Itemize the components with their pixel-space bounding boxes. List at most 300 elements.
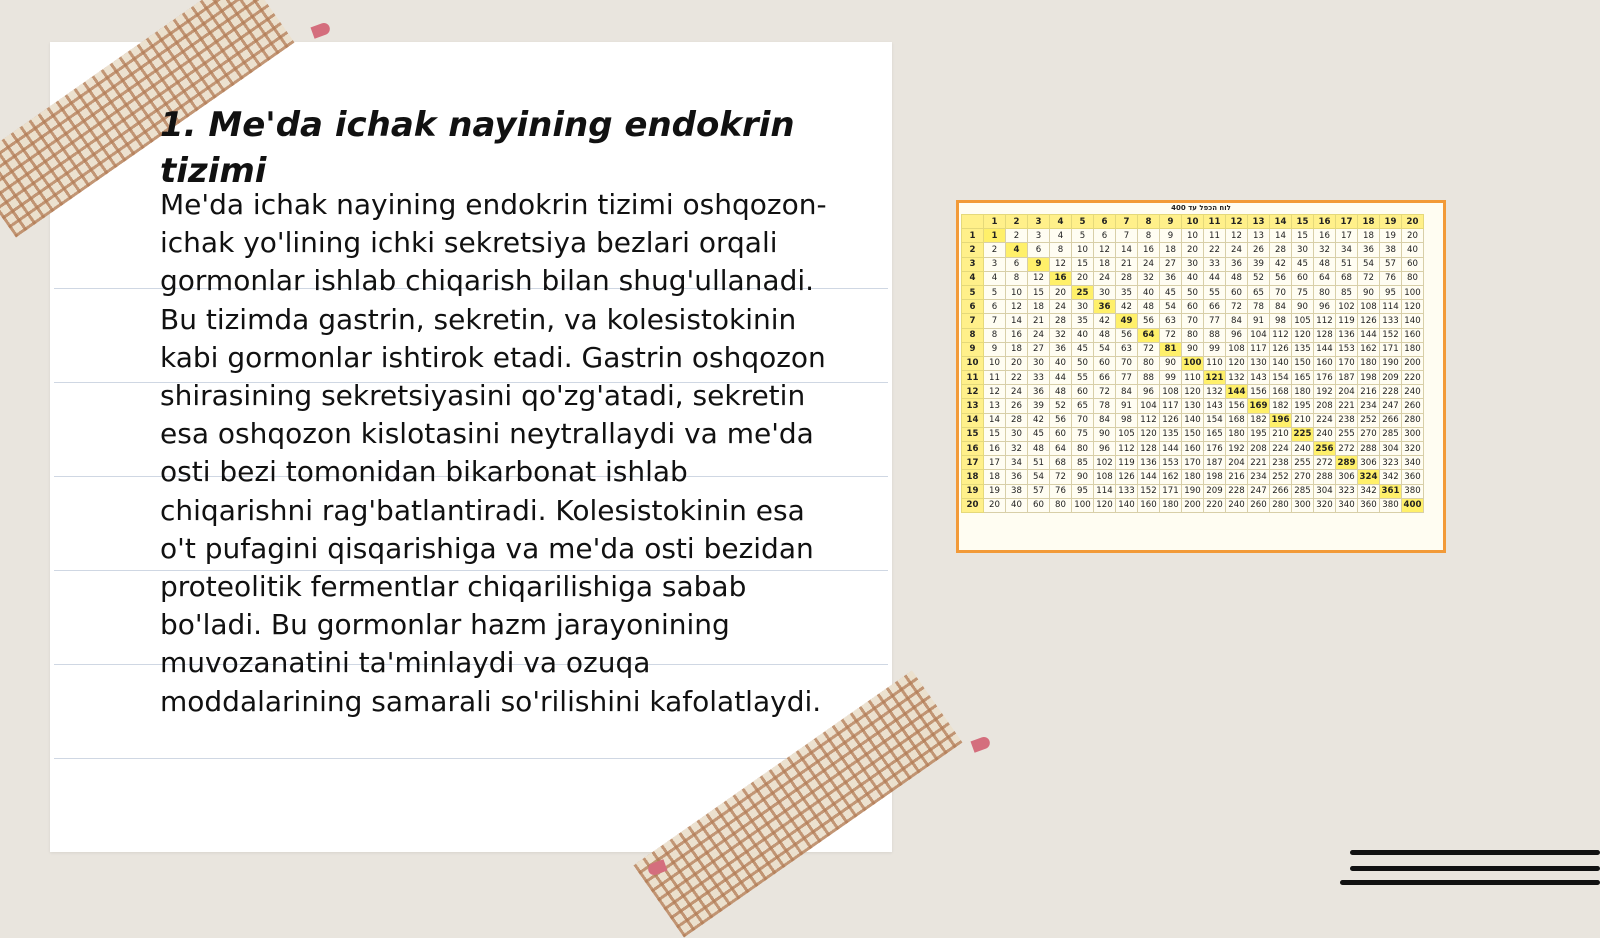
multiplication-table [961,214,1424,513]
product-cell: 156 [1248,385,1270,399]
product-cell: 51 [1336,257,1358,271]
product-cell: 36 [1050,342,1072,356]
table-row [962,314,1424,328]
product-cell: 102 [1094,456,1116,470]
column-header: 3 [1028,215,1050,229]
square-cell: 25 [1072,285,1094,299]
product-cell: 100 [1072,498,1094,512]
column-header: 1 [984,215,1006,229]
product-cell: 105 [1116,427,1138,441]
product-cell: 16 [1006,328,1028,342]
product-cell: 126 [1270,342,1292,356]
tape-pin [310,21,331,38]
product-cell: 52 [1248,271,1270,285]
product-cell: 22 [1204,243,1226,257]
row-header: 6 [962,300,984,314]
product-cell: 120 [1292,328,1314,342]
product-cell: 48 [1226,271,1248,285]
product-cell: 54 [1160,300,1182,314]
product-cell: 342 [1358,484,1380,498]
product-cell: 60 [1094,356,1116,370]
product-cell: 117 [1248,342,1270,356]
product-cell: 95 [1380,285,1402,299]
product-cell: 96 [1094,442,1116,456]
product-cell: 48 [1028,442,1050,456]
product-cell: 10 [1182,229,1204,243]
column-header: 14 [1270,215,1292,229]
product-cell: 66 [1094,371,1116,385]
product-cell: 30 [1182,257,1204,271]
product-cell: 128 [1138,442,1160,456]
product-cell: 30 [1094,285,1116,299]
product-cell: 84 [1116,385,1138,399]
product-cell: 54 [1028,470,1050,484]
product-cell: 72 [1226,300,1248,314]
product-cell: 220 [1204,498,1226,512]
product-cell: 133 [1380,314,1402,328]
product-cell: 40 [1182,271,1204,285]
product-cell: 56 [1270,271,1292,285]
product-cell: 170 [1182,456,1204,470]
product-cell: 36 [1028,385,1050,399]
row-header: 13 [962,399,984,413]
product-cell: 50 [1072,356,1094,370]
product-cell: 380 [1380,498,1402,512]
product-cell: 104 [1248,328,1270,342]
product-cell: 57 [1028,484,1050,498]
product-cell: 12 [1094,243,1116,257]
product-cell: 304 [1380,442,1402,456]
row-header: 1 [962,229,984,243]
square-cell: 49 [1116,314,1138,328]
product-cell: 340 [1402,456,1424,470]
product-cell: 234 [1248,470,1270,484]
product-cell: 180 [1160,498,1182,512]
product-cell: 98 [1116,413,1138,427]
product-cell: 12 [1226,229,1248,243]
table-row [962,413,1424,427]
product-cell: 200 [1182,498,1204,512]
product-cell: 18 [984,470,1006,484]
product-cell: 88 [1204,328,1226,342]
product-cell: 36 [1160,271,1182,285]
product-cell: 33 [1204,257,1226,271]
square-cell: 289 [1336,456,1358,470]
product-cell: 45 [1160,285,1182,299]
product-cell: 16 [1314,229,1336,243]
product-cell: 126 [1160,413,1182,427]
column-header: 8 [1138,215,1160,229]
product-cell: 247 [1248,484,1270,498]
product-cell: 140 [1116,498,1138,512]
product-cell: 266 [1270,484,1292,498]
product-cell: 6 [1028,243,1050,257]
product-cell: 42 [1094,314,1116,328]
product-cell: 24 [1138,257,1160,271]
product-cell: 2 [984,243,1006,257]
product-cell: 24 [1094,271,1116,285]
product-cell: 14 [1116,243,1138,257]
product-cell: 20 [1050,285,1072,299]
product-cell: 180 [1226,427,1248,441]
multiplication-table-image [956,200,1446,553]
product-cell: 85 [1336,285,1358,299]
table-row [962,484,1424,498]
column-header: 20 [1402,215,1424,229]
product-cell: 18 [1006,342,1028,356]
product-cell: 8 [984,328,1006,342]
product-cell: 91 [1116,399,1138,413]
table-row [962,271,1424,285]
product-cell: 266 [1380,413,1402,427]
product-cell: 112 [1270,328,1292,342]
product-cell: 238 [1270,456,1292,470]
product-cell: 180 [1358,356,1380,370]
product-cell: 60 [1050,427,1072,441]
column-header: 6 [1094,215,1116,229]
product-cell: 40 [1138,285,1160,299]
product-cell: 75 [1292,285,1314,299]
product-cell: 300 [1292,498,1314,512]
product-cell: 21 [1116,257,1138,271]
product-cell: 216 [1226,470,1248,484]
product-cell: 7 [984,314,1006,328]
product-cell: 221 [1336,399,1358,413]
product-cell: 57 [1380,257,1402,271]
product-cell: 45 [1292,257,1314,271]
product-cell: 128 [1314,328,1336,342]
product-cell: 3 [1028,229,1050,243]
product-cell: 198 [1358,371,1380,385]
square-cell: 4 [1006,243,1028,257]
row-header: 10 [962,356,984,370]
product-cell: 152 [1380,328,1402,342]
product-cell: 132 [1226,371,1248,385]
product-cell: 66 [1204,300,1226,314]
product-cell: 209 [1380,371,1402,385]
product-cell: 102 [1336,300,1358,314]
product-cell: 119 [1336,314,1358,328]
product-cell: 255 [1292,456,1314,470]
product-cell: 18 [1160,243,1182,257]
product-cell: 11 [1204,229,1226,243]
decorative-stroke [1340,880,1600,885]
product-cell: 144 [1358,328,1380,342]
product-cell: 285 [1380,427,1402,441]
product-cell: 120 [1402,300,1424,314]
product-cell: 192 [1226,442,1248,456]
product-cell: 16 [984,442,1006,456]
table-caption: לוח הכפל עד 400 [1171,204,1231,212]
row-header: 3 [962,257,984,271]
product-cell: 24 [1006,385,1028,399]
product-cell: 176 [1204,442,1226,456]
product-cell: 14 [1006,314,1028,328]
product-cell: 2 [1006,229,1028,243]
row-header: 11 [962,371,984,385]
table-row [962,229,1424,243]
product-cell: 110 [1182,371,1204,385]
product-cell: 220 [1402,371,1424,385]
table-header-row [962,215,1424,229]
square-cell: 256 [1314,442,1336,456]
product-cell: 140 [1402,314,1424,328]
product-cell: 144 [1314,342,1336,356]
product-cell: 78 [1094,399,1116,413]
column-header: 13 [1248,215,1270,229]
product-cell: 60 [1402,257,1424,271]
product-cell: 5 [1072,229,1094,243]
product-cell: 160 [1402,328,1424,342]
product-cell: 135 [1160,427,1182,441]
product-cell: 323 [1380,456,1402,470]
product-cell: 72 [1050,470,1072,484]
product-cell: 90 [1358,285,1380,299]
column-header: 17 [1336,215,1358,229]
product-cell: 15 [1072,257,1094,271]
product-cell: 108 [1226,342,1248,356]
product-cell: 96 [1138,385,1160,399]
product-cell: 28 [1006,413,1028,427]
product-cell: 108 [1160,385,1182,399]
row-header: 17 [962,456,984,470]
product-cell: 4 [984,271,1006,285]
product-cell: 72 [1358,271,1380,285]
square-cell: 196 [1270,413,1292,427]
product-cell: 90 [1094,427,1116,441]
product-cell: 120 [1182,385,1204,399]
product-cell: 162 [1358,342,1380,356]
product-cell: 320 [1402,442,1424,456]
product-cell: 96 [1314,300,1336,314]
product-cell: 105 [1292,314,1314,328]
product-cell: 68 [1336,271,1358,285]
product-cell: 9 [984,342,1006,356]
product-cell: 140 [1270,356,1292,370]
product-cell: 20 [1072,271,1094,285]
product-cell: 34 [1336,243,1358,257]
product-cell: 12 [1050,257,1072,271]
table-row [962,243,1424,257]
product-cell: 10 [1072,243,1094,257]
row-header: 2 [962,243,984,257]
product-cell: 50 [1182,285,1204,299]
product-cell: 45 [1072,342,1094,356]
product-cell: 150 [1292,356,1314,370]
product-cell: 65 [1248,285,1270,299]
product-cell: 20 [1402,229,1424,243]
product-cell: 28 [1116,271,1138,285]
square-cell: 1 [984,229,1006,243]
product-cell: 182 [1270,399,1292,413]
product-cell: 33 [1028,371,1050,385]
product-cell: 32 [1138,271,1160,285]
product-cell: 104 [1138,399,1160,413]
product-cell: 24 [1226,243,1248,257]
product-cell: 110 [1204,356,1226,370]
product-cell: 44 [1050,371,1072,385]
product-cell: 77 [1204,314,1226,328]
product-cell: 120 [1094,498,1116,512]
product-cell: 27 [1028,342,1050,356]
product-cell: 48 [1138,300,1160,314]
product-cell: 48 [1314,257,1336,271]
table-row [962,371,1424,385]
product-cell: 260 [1248,498,1270,512]
product-cell: 8 [1006,271,1028,285]
product-cell: 90 [1292,300,1314,314]
product-cell: 306 [1358,456,1380,470]
product-cell: 42 [1028,413,1050,427]
product-cell: 64 [1314,271,1336,285]
product-cell: 117 [1160,399,1182,413]
product-cell: 36 [1358,243,1380,257]
product-cell: 36 [1006,470,1028,484]
product-cell: 288 [1314,470,1336,484]
row-header: 14 [962,413,984,427]
product-cell: 55 [1204,285,1226,299]
product-cell: 204 [1336,385,1358,399]
product-cell: 126 [1358,314,1380,328]
product-cell: 160 [1314,356,1336,370]
square-cell: 324 [1358,470,1380,484]
product-cell: 84 [1270,300,1292,314]
product-cell: 24 [1028,328,1050,342]
product-cell: 18 [1358,229,1380,243]
product-cell: 208 [1248,442,1270,456]
product-cell: 19 [984,484,1006,498]
product-cell: 30 [1072,300,1094,314]
product-cell: 6 [984,300,1006,314]
product-cell: 304 [1314,484,1336,498]
product-cell: 17 [984,456,1006,470]
product-cell: 153 [1336,342,1358,356]
column-header: 11 [1204,215,1226,229]
product-cell: 120 [1138,427,1160,441]
product-cell: 168 [1226,413,1248,427]
square-cell: 36 [1094,300,1116,314]
product-cell: 280 [1270,498,1292,512]
product-cell: 72 [1138,342,1160,356]
product-cell: 342 [1380,470,1402,484]
product-cell: 39 [1028,399,1050,413]
product-cell: 190 [1380,356,1402,370]
product-cell: 140 [1182,413,1204,427]
product-cell: 35 [1072,314,1094,328]
product-cell: 18 [1094,257,1116,271]
product-cell: 60 [1072,385,1094,399]
row-header: 15 [962,427,984,441]
product-cell: 40 [1006,498,1028,512]
product-cell: 154 [1204,413,1226,427]
product-cell: 132 [1204,385,1226,399]
square-cell: 225 [1292,427,1314,441]
product-cell: 221 [1248,456,1270,470]
product-cell: 108 [1358,300,1380,314]
product-cell: 76 [1050,484,1072,498]
square-cell: 9 [1028,257,1050,271]
product-cell: 56 [1050,413,1072,427]
product-cell: 234 [1358,399,1380,413]
product-cell: 60 [1028,498,1050,512]
product-cell: 63 [1116,342,1138,356]
product-cell: 143 [1248,371,1270,385]
table-row [962,356,1424,370]
square-cell: 100 [1182,356,1204,370]
product-cell: 270 [1292,470,1314,484]
row-header: 19 [962,484,984,498]
product-cell: 39 [1248,257,1270,271]
product-cell: 156 [1226,399,1248,413]
product-cell: 270 [1358,427,1380,441]
product-cell: 15 [1028,285,1050,299]
product-cell: 195 [1292,399,1314,413]
product-cell: 8 [1050,243,1072,257]
product-cell: 198 [1204,470,1226,484]
table-row [962,399,1424,413]
product-cell: 30 [1028,356,1050,370]
product-cell: 252 [1270,470,1292,484]
product-cell: 17 [1336,229,1358,243]
product-cell: 30 [1292,243,1314,257]
product-cell: 210 [1292,413,1314,427]
square-cell: 121 [1204,371,1226,385]
product-cell: 187 [1336,371,1358,385]
product-cell: 240 [1314,427,1336,441]
table-row [962,427,1424,441]
row-header: 8 [962,328,984,342]
column-header: 7 [1116,215,1138,229]
product-cell: 119 [1116,456,1138,470]
product-cell: 32 [1006,442,1028,456]
product-cell: 120 [1226,356,1248,370]
product-cell: 190 [1182,484,1204,498]
product-cell: 36 [1226,257,1248,271]
product-cell: 130 [1182,399,1204,413]
product-cell: 77 [1116,371,1138,385]
product-cell: 45 [1028,427,1050,441]
square-cell: 169 [1248,399,1270,413]
product-cell: 108 [1094,470,1116,484]
column-header: 12 [1226,215,1248,229]
product-cell: 60 [1182,300,1204,314]
product-cell: 60 [1292,271,1314,285]
product-cell: 48 [1094,328,1116,342]
product-cell: 32 [1314,243,1336,257]
product-cell: 38 [1006,484,1028,498]
decorative-stroke [1350,850,1600,855]
column-header: 10 [1182,215,1204,229]
product-cell: 44 [1204,271,1226,285]
row-header: 4 [962,271,984,285]
product-cell: 80 [1138,356,1160,370]
product-cell: 238 [1336,413,1358,427]
product-cell: 323 [1336,484,1358,498]
product-cell: 13 [984,399,1006,413]
product-cell: 187 [1204,456,1226,470]
product-cell: 10 [984,356,1006,370]
product-cell: 72 [1094,385,1116,399]
table-row [962,300,1424,314]
product-cell: 6 [1094,229,1116,243]
product-cell: 224 [1270,442,1292,456]
product-cell: 360 [1402,470,1424,484]
product-cell: 240 [1226,498,1248,512]
row-header: 7 [962,314,984,328]
product-cell: 228 [1380,385,1402,399]
product-cell: 180 [1402,342,1424,356]
product-cell: 280 [1402,413,1424,427]
